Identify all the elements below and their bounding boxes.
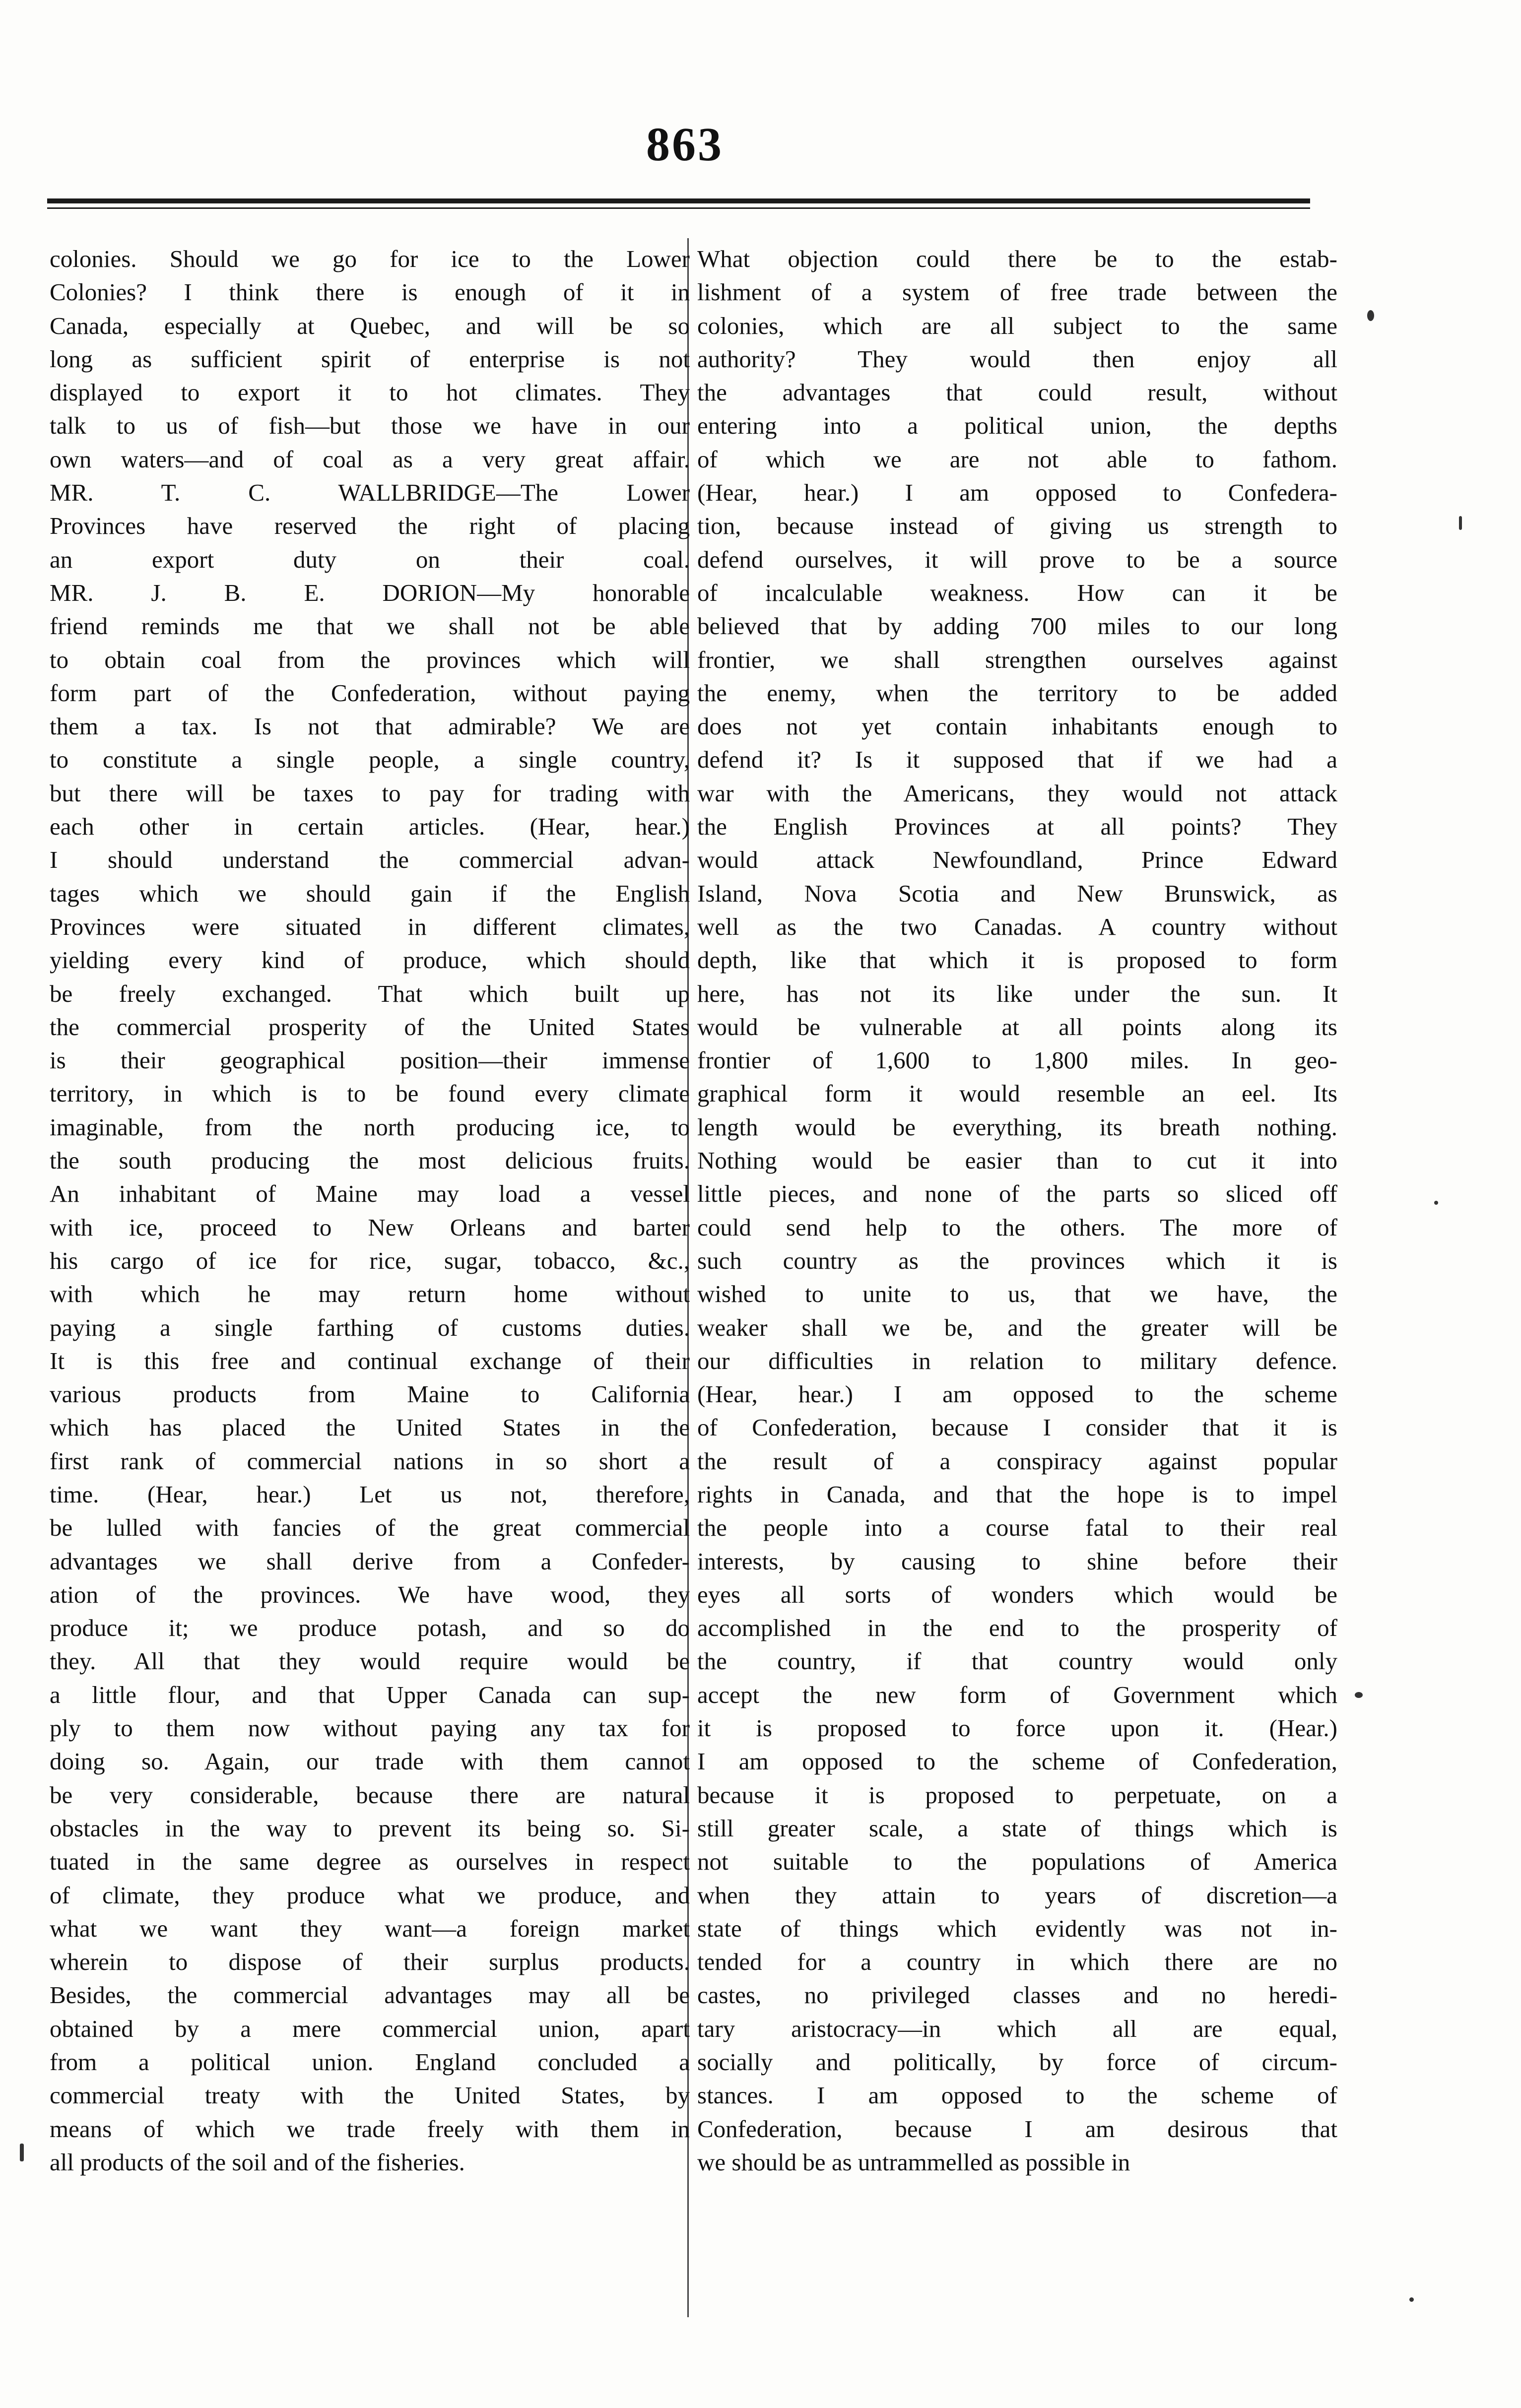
right-column-line: tended for a country in which there are no	[697, 1948, 1337, 1976]
right-column-line: castes, no privileged classes and no heredi-	[697, 1981, 1337, 2009]
right-column-line: the people into a course fatal to their real	[697, 1514, 1337, 1542]
right-column-line: Island, Nova Scotia and New Brunswick, as	[697, 879, 1337, 907]
right-column-line: because it is proposed to perpetuate, on a	[697, 1781, 1337, 1809]
right-column-line: lishment of a system of free trade between the	[697, 278, 1337, 306]
right-column-line: eyes all sorts of wonders which would be	[697, 1580, 1337, 1608]
left-column-line: to constitute a single people, a single country,	[50, 746, 690, 774]
right-column-line: does not yet contain inhabitants enough to	[697, 713, 1337, 740]
left-column-line: all products of the soil and of the fisheries.	[50, 2148, 465, 2176]
header-rule-thin	[47, 207, 1310, 209]
right-column-line: accept the new form of Government which	[697, 1681, 1337, 1708]
left-column-line: yielding every kind of produce, which should	[50, 946, 690, 974]
right-column-line: such country as the provinces which it is	[697, 1246, 1337, 1274]
header-rule-thick	[47, 198, 1310, 203]
left-column-line: an export duty on their coal.	[50, 545, 690, 573]
right-column-line: I am opposed to the scheme of Confederation,	[697, 1748, 1337, 1775]
right-column-line: the result of a conspiracy against popular	[697, 1447, 1337, 1475]
left-column-line: means of which we trade freely with them in	[50, 2115, 690, 2143]
print-speck	[1409, 2297, 1414, 2302]
left-column-line: long as sufficient spirit of enterprise is not	[50, 345, 690, 373]
left-column-line: obtained by a mere commercial union, apart	[50, 2015, 690, 2042]
left-column-line: the commercial prosperity of the United States	[50, 1013, 690, 1041]
right-column-line: here, has not its like under the sun. It	[697, 979, 1337, 1007]
left-column-line: each other in certain articles. (Hear, hear.)	[50, 813, 690, 841]
left-column-line: time. (Hear, hear.) Let us not, therefore,	[50, 1480, 690, 1508]
right-column-line: defend it? Is it supposed that if we had a	[697, 746, 1337, 774]
right-column-line: state of things which evidently was not in-	[697, 1914, 1337, 1942]
left-column-line: colonies. Should we go for ice to the Lower	[50, 245, 690, 272]
right-column-line: colonies, which are all subject to the same	[697, 312, 1337, 339]
left-column-line: of climate, they produce what we produce, and	[50, 1881, 690, 1909]
right-column-line: entering into a political union, the depths	[697, 412, 1337, 440]
right-column-line: tary aristocracy—in which all are equal,	[697, 2015, 1337, 2042]
right-column-line: rights in Canada, and that the hope is to impel	[697, 1480, 1337, 1508]
right-column-line: stances. I am opposed to the scheme of	[697, 2082, 1337, 2109]
left-column-line: advantages we shall derive from a Confeder-	[50, 1547, 690, 1575]
right-column-line: defend ourselves, it will prove to be a source	[697, 545, 1337, 573]
left-column-line: territory, in which is to be found every climate	[50, 1080, 690, 1107]
right-column-line: the country, if that country would only	[697, 1647, 1337, 1675]
left-column-line: It is this free and continual exchange of their	[50, 1347, 690, 1374]
left-column-line: obstacles in the way to prevent its being so. Si-	[50, 1814, 690, 1842]
print-speck	[1459, 516, 1462, 530]
right-column-line: frontier of 1,600 to 1,800 miles. In geo-	[697, 1046, 1337, 1074]
left-column-line: but there will be taxes to pay for trading with	[50, 779, 690, 807]
left-column-line: they. All that they would require would be	[50, 1647, 690, 1675]
right-column-line: would attack Newfoundland, Prince Edward	[697, 846, 1337, 874]
left-column-line: be lulled with fancies of the great commercial	[50, 1514, 690, 1542]
left-column-line: Provinces were situated in different climates,	[50, 912, 690, 940]
right-column-line: could send help to the others. The more of	[697, 1213, 1337, 1241]
left-column-line: Provinces have reserved the right of placing	[50, 512, 690, 540]
left-column-line: which has placed the United States in the	[50, 1414, 690, 1441]
right-column-line: it is proposed to force upon it. (Hear.)	[697, 1714, 1337, 1742]
left-column-line: ation of the provinces. We have wood, they	[50, 1580, 690, 1608]
right-column-line: still greater scale, a state of things which is	[697, 1814, 1337, 1842]
left-column-line: wherein to dispose of their surplus products.	[50, 1948, 690, 1976]
left-column-line: displayed to export it to hot climates. They	[50, 379, 690, 406]
right-column-line: when they attain to years of discretion—a	[697, 1881, 1337, 1909]
page-number: 863	[646, 118, 724, 171]
left-column-line: An inhabitant of Maine may load a vessel	[50, 1180, 690, 1208]
right-column-line: not suitable to the populations of America	[697, 1848, 1337, 1876]
left-column-line: ply to them now without paying any tax for	[50, 1714, 690, 1742]
left-column-line: be very considerable, because there are natural	[50, 1781, 690, 1809]
right-column-line: weaker shall we be, and the greater will be	[697, 1313, 1337, 1341]
right-column-line: would be vulnerable at all points along its	[697, 1013, 1337, 1041]
left-column-line: first rank of commercial nations in so short a	[50, 1447, 690, 1475]
right-column-line: What objection could there be to the estab-	[697, 245, 1337, 272]
left-column-line: what we want they want—a foreign market	[50, 1914, 690, 1942]
right-column-line: (Hear, hear.) I am opposed to the scheme	[697, 1380, 1337, 1408]
right-column-line: accomplished in the end to the prosperity of	[697, 1614, 1337, 1642]
right-column	[697, 242, 1337, 2179]
print-speck	[20, 2144, 24, 2161]
right-column-line: little pieces, and none of the parts so sliced off	[697, 1180, 1337, 1208]
left-column-line: be freely exchanged. That which built up	[50, 979, 690, 1007]
print-speck	[1434, 1201, 1438, 1205]
left-column-line: tages which we should gain if the English	[50, 879, 690, 907]
left-column-line: the south producing the most delicious fruits.	[50, 1147, 690, 1174]
left-column-line: Canada, especially at Quebec, and will be so	[50, 312, 690, 339]
left-column-line: I should understand the commercial advan-	[50, 846, 690, 874]
right-column-line: we should be as untrammelled as possible in	[697, 2148, 1130, 2176]
print-speck	[1355, 1692, 1363, 1698]
left-column-line: form part of the Confederation, without paying	[50, 679, 690, 707]
left-column-line: doing so. Again, our trade with them cannot	[50, 1748, 690, 1775]
left-column-line: commercial treaty with the United States, by	[50, 2082, 690, 2109]
left-column-line: MR. J. B. E. DORION—My honorable	[50, 579, 690, 606]
right-column-line: of incalculable weakness. How can it be	[697, 579, 1337, 606]
left-column-line: friend reminds me that we shall not be able	[50, 612, 690, 640]
right-column-line: our difficulties in relation to military defence.	[697, 1347, 1337, 1374]
left-column-line: Colonies? I think there is enough of it in	[50, 278, 690, 306]
right-column-line: authority? They would then enjoy all	[697, 345, 1337, 373]
left-column-line: with ice, proceed to New Orleans and barter	[50, 1213, 690, 1241]
right-column-line: war with the Americans, they would not attack	[697, 779, 1337, 807]
right-column-line: Confederation, because I am desirous that	[697, 2115, 1337, 2143]
left-column-line: paying a single farthing of customs duties.	[50, 1313, 690, 1341]
left-column-line: imaginable, from the north producing ice, to	[50, 1113, 690, 1141]
right-column-line: socially and politically, by force of circum-	[697, 2048, 1337, 2076]
right-column-line: of which we are not able to fathom.	[697, 445, 1337, 473]
right-column-line: interests, by causing to shine before their	[697, 1547, 1337, 1575]
left-column	[50, 242, 690, 2179]
right-column-line: Nothing would be easier than to cut it into	[697, 1147, 1337, 1174]
left-column-line: with which he may return home without	[50, 1280, 690, 1308]
left-column-line: Besides, the commercial advantages may all be	[50, 1981, 690, 2009]
left-column-line: them a tax. Is not that admirable? We are	[50, 713, 690, 740]
left-column-line: is their geographical position—their immense	[50, 1046, 690, 1074]
right-column-line: (Hear, hear.) I am opposed to Confedera-	[697, 479, 1337, 507]
right-column-line: well as the two Canadas. A country without	[697, 912, 1337, 940]
left-column-line: MR. T. C. WALLBRIDGE—The Lower	[50, 479, 690, 507]
left-column-line: to obtain coal from the provinces which will	[50, 646, 690, 673]
right-column-line: the enemy, when the territory to be added	[697, 679, 1337, 707]
left-column-line: a little flour, and that Upper Canada can sup-	[50, 1681, 690, 1708]
right-column-line: depth, like that which it is proposed to form	[697, 946, 1337, 974]
right-column-line: believed that by adding 700 miles to our long	[697, 612, 1337, 640]
right-column-line: graphical form it would resemble an eel. Its	[697, 1080, 1337, 1107]
left-column-line: tuated in the same degree as ourselves in respect	[50, 1848, 690, 1876]
right-column-line: length would be everything, its breath nothing.	[697, 1113, 1337, 1141]
left-column-line: produce it; we produce potash, and so do	[50, 1614, 690, 1642]
right-column-line: wished to unite to us, that we have, the	[697, 1280, 1337, 1308]
print-speck	[1367, 310, 1374, 321]
left-column-line: own waters—and of coal as a very great affair.	[50, 445, 690, 473]
left-column-line: various products from Maine to California	[50, 1380, 690, 1408]
right-column-line: frontier, we shall strengthen ourselves against	[697, 646, 1337, 673]
left-column-line: from a political union. England concluded a	[50, 2048, 690, 2076]
left-column-line: his cargo of ice for rice, sugar, tobacco, &c.,	[50, 1246, 690, 1274]
right-column-line: tion, because instead of giving us strength to	[697, 512, 1337, 540]
right-column-line: the advantages that could result, without	[697, 379, 1337, 406]
right-column-line: of Confederation, because I consider that it is	[697, 1414, 1337, 1441]
right-column-line: the English Provinces at all points? They	[697, 813, 1337, 841]
left-column-line: talk to us of fish—but those we have in our	[50, 412, 690, 440]
